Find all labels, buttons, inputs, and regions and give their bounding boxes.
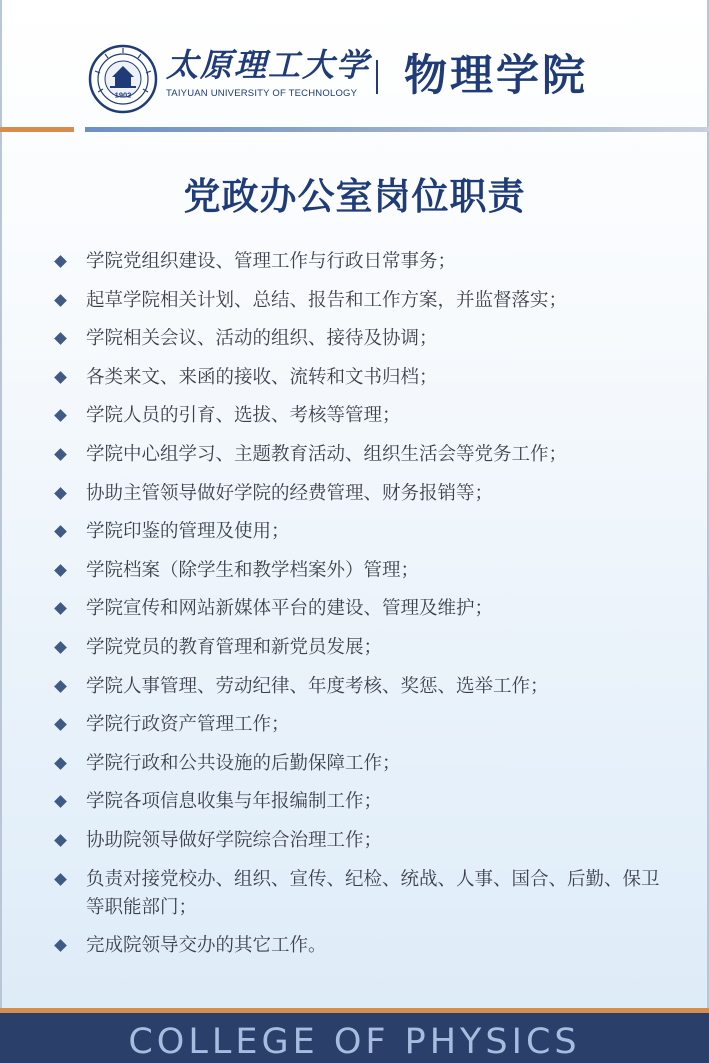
duty-text: 学院相关会议、活动的组织、接待及协调；: [86, 328, 438, 350]
duty-item: [52, 480, 672, 508]
duty-text: 学院党员的教育管理和新党员发展；: [86, 636, 383, 658]
duty-text: 学院党组织建设、管理工作与行政日常事务；: [86, 251, 457, 272]
header-divider: [376, 60, 378, 94]
seal-year: 1902: [114, 90, 132, 100]
diamond-bullet-icon: [54, 371, 67, 384]
diamond-bullet-icon: [54, 410, 67, 423]
duty-text: 起草学院相关计划、总结、报告和工作方案，并监督落实；: [86, 289, 568, 311]
duty-item: [52, 325, 672, 353]
diamond-bullet-icon: [54, 641, 67, 654]
duty-item: [52, 634, 672, 662]
duty-item: [52, 595, 672, 623]
header-accent-blue: [85, 127, 709, 132]
duty-item: [52, 750, 672, 778]
page-title: 党政办公室岗位职责: [183, 175, 526, 218]
duty-text: 学院人员的引育、选拔、考核等管理；: [86, 405, 401, 427]
diamond-bullet-icon: [54, 939, 67, 952]
duty-item: [52, 402, 672, 430]
duty-item: [52, 932, 672, 960]
header: [0, 0, 709, 128]
duty-text: 学院档案（除学生和教学档案外）管理；: [86, 559, 420, 581]
duty-item: [52, 788, 672, 816]
duty-text: 学院印鉴的管理及使用；: [86, 521, 290, 543]
diamond-bullet-icon: [54, 602, 67, 615]
frame-left-edge: [0, 0, 2, 1010]
duty-item: [52, 248, 672, 276]
duty-item: [52, 441, 672, 469]
duty-text: 学院宣传和网站新媒体平台的建设、管理及维护；: [86, 598, 494, 620]
diamond-bullet-icon: [54, 564, 67, 577]
diamond-bullet-icon: [54, 718, 67, 731]
school-name-cn: 太原理工大学: [166, 46, 371, 84]
duty-item: [52, 557, 672, 585]
duty-text: 协助院领导做好学院综合治理工作；: [86, 829, 383, 851]
diamond-bullet-icon: [54, 487, 67, 500]
diamond-bullet-icon: [54, 294, 67, 307]
diamond-bullet-icon: [54, 757, 67, 770]
duty-text: 学院行政和公共设施的后勤保障工作；: [86, 752, 401, 774]
duty-text: 学院行政资产管理工作；: [86, 714, 290, 736]
diamond-bullet-icon: [54, 795, 67, 808]
university-seal-icon: [88, 44, 158, 114]
diamond-bullet-icon: [54, 255, 67, 268]
duty-item: [52, 364, 672, 392]
diamond-bullet-icon: [54, 680, 67, 693]
school-name-en: TAIYUAN UNIVERSITY OF TECHNOLOGY: [166, 88, 358, 99]
duty-text: 学院人事管理、劳动纪律、年度考核、奖惩、选举工作；: [86, 675, 549, 697]
duty-list: [52, 248, 672, 971]
diamond-bullet-icon: [54, 332, 67, 345]
diamond-bullet-icon: [54, 873, 67, 886]
diamond-bullet-icon: [54, 834, 67, 847]
footer: [0, 1013, 709, 1063]
duty-item: [52, 866, 672, 922]
diamond-bullet-icon: [54, 525, 67, 538]
duty-item: [52, 287, 672, 315]
footer-college-en: COLLEGE OF PHYSICS: [128, 1022, 581, 1062]
diamond-bullet-icon: [54, 448, 67, 461]
duty-text: 各类来文、来函的接收、流转和文书归档；: [86, 366, 438, 388]
header-accent-orange: [0, 127, 74, 132]
duty-item: [52, 673, 672, 701]
duty-item: [52, 827, 672, 855]
duty-text: 学院中心组学习、主题教育活动、组织生活会等党务工作；: [86, 443, 568, 465]
duty-item: [52, 711, 672, 739]
duty-text: 完成院领导交办的其它工作。: [86, 935, 327, 957]
duty-text: 学院各项信息收集与年报编制工作；: [86, 791, 383, 813]
duty-text: 协助主管领导做好学院的经费管理、财务报销等；: [86, 482, 494, 504]
duty-text: 负责对接党校办、组织、宣传、纪检、统战、人事、国合、后勤、保卫等职能部门；: [86, 868, 660, 918]
duty-item: [52, 518, 672, 546]
college-name-cn: 物理学院: [404, 51, 588, 101]
